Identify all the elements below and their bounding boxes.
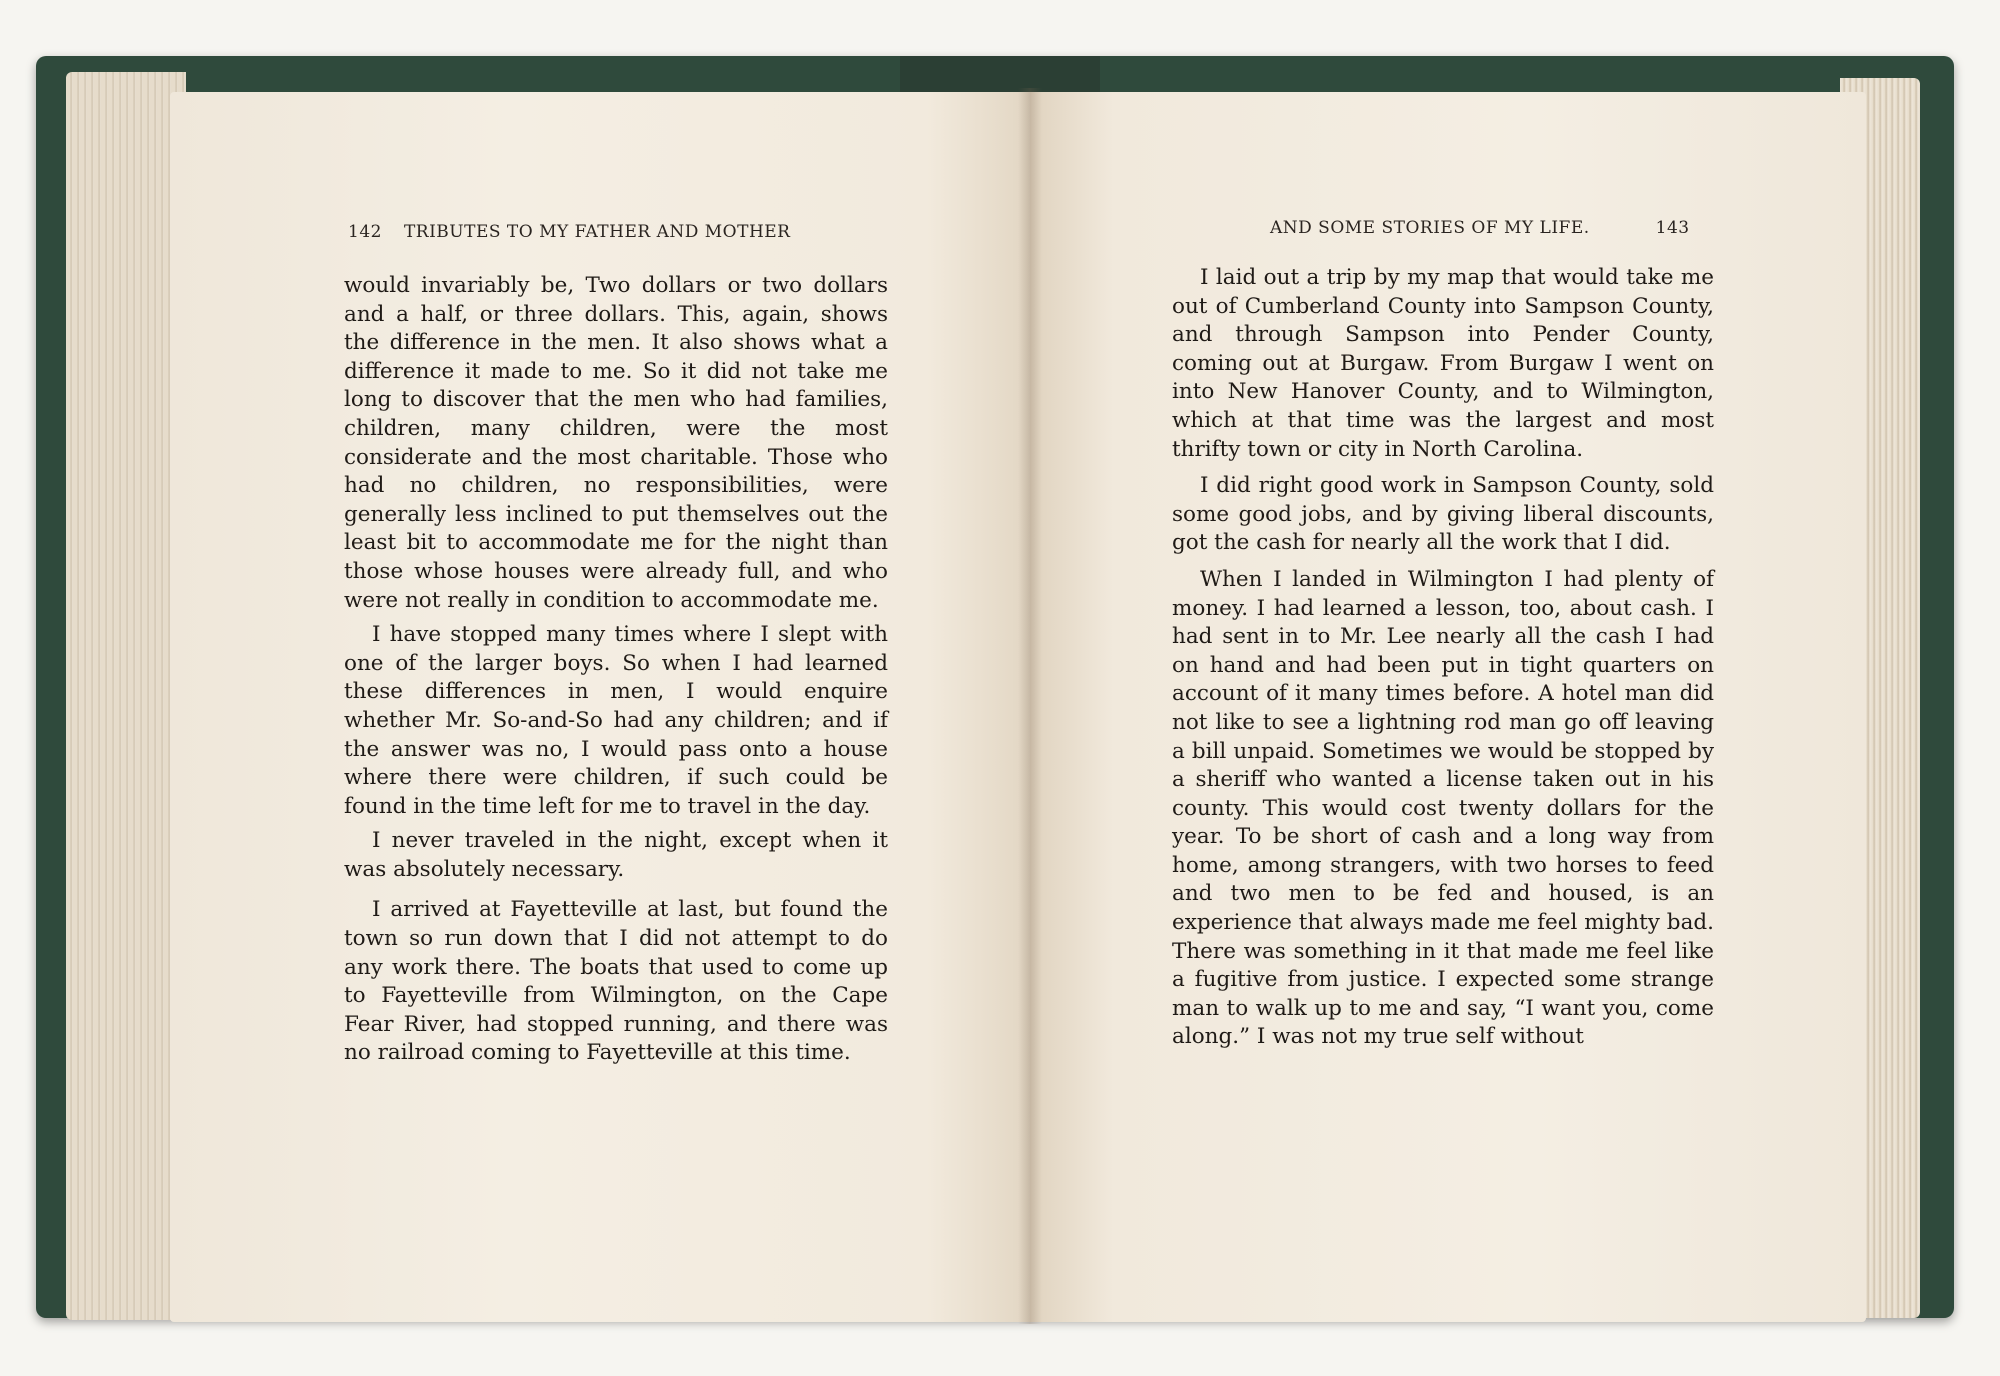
left-running-head: TRIBUTES TO MY FATHER AND MOTHER <box>403 222 791 242</box>
right-running-header <box>1270 218 1690 238</box>
right-paragraph-1: I laid out a trip by my map that would take me out of Cumberland County into Sampson County, and through Sampson into Pender County, coming out at Burgaw. From Burgaw I went on into New Hanover County, and to Wilmington, which at that time was the largest and most thrifty town or city in North Carolina. <box>1172 265 1714 462</box>
left-paragraph-4: I arrived at Fayetteville at last, but found the town so run down that I did not attempt to do any work there. The boats that used to come up to Fayetteville from Wilmington, on the Cape Fear River, had stopped running, and there was no railroad coming to Fayetteville at this time. <box>344 897 888 1066</box>
left-paragraph-3: I never traveled in the night, except when it was absolutely necessary. <box>344 828 888 882</box>
right-page-body <box>1172 264 1714 1052</box>
right-paragraph-2: I did right good work in Sampson County, sold some good jobs, and by giving liberal discounts, got the cash for nearly all the work that I did. <box>1172 473 1714 556</box>
book-gutter <box>1018 88 1042 1324</box>
left-page-number: 142 <box>348 222 382 242</box>
left-page-edges <box>66 72 186 1320</box>
right-paragraph-3: When I landed in Wilmington I had plenty of money. I had learned a lesson, too, about cash. I had sent in to Mr. Lee nearly all the cash I had on hand and had been put in tight quarters on account of it many times before. A hotel man did not like to see a lightning rod man go off leaving a bill unpaid. Sometimes we would be stopped by a sheriff who wanted a license taken out in his county. This would cost twenty dollars for the year. To be short of cash and a long way from home, among strangers, with two horses to feed and two men to be fed and housed, is an experience that always made me feel mighty bad. There was something in it that made me feel like a fugitive from justice. I expected some strange man to walk up to me and say, “I want you, come along.” I was not my true self without <box>1172 566 1714 1050</box>
left-page-body <box>344 272 888 1068</box>
right-page-number: 143 <box>1655 218 1690 238</box>
book-spine <box>900 56 1100 96</box>
left-paragraph-2: I have stopped many times where I slept with one of the larger boys. So when I had learned these differences in men, I would enquire whether Mr. So-and-So had any children; and if the answer was no, I would pass onto a house where there were children, if such could be found in the time left for me to travel in the day. <box>344 622 888 819</box>
left-running-header <box>348 222 790 242</box>
left-paragraph-1: would invariably be, Two dollars or two dollars and a half, or three dollars. This, again, shows the difference in the men. It also shows what a difference it made to me. So it did not take me long to discover that the men who had families, children, many children, were the most considerate and the most charitable. Those who had no children, no responsibilities, were generally less inclined to put themselves out the least bit to accommodate me for the night than those whose houses were already full, and who were not really in condition to accommodate me. <box>344 273 888 613</box>
right-running-head: AND SOME STORIES OF MY LIFE. <box>1270 218 1590 238</box>
